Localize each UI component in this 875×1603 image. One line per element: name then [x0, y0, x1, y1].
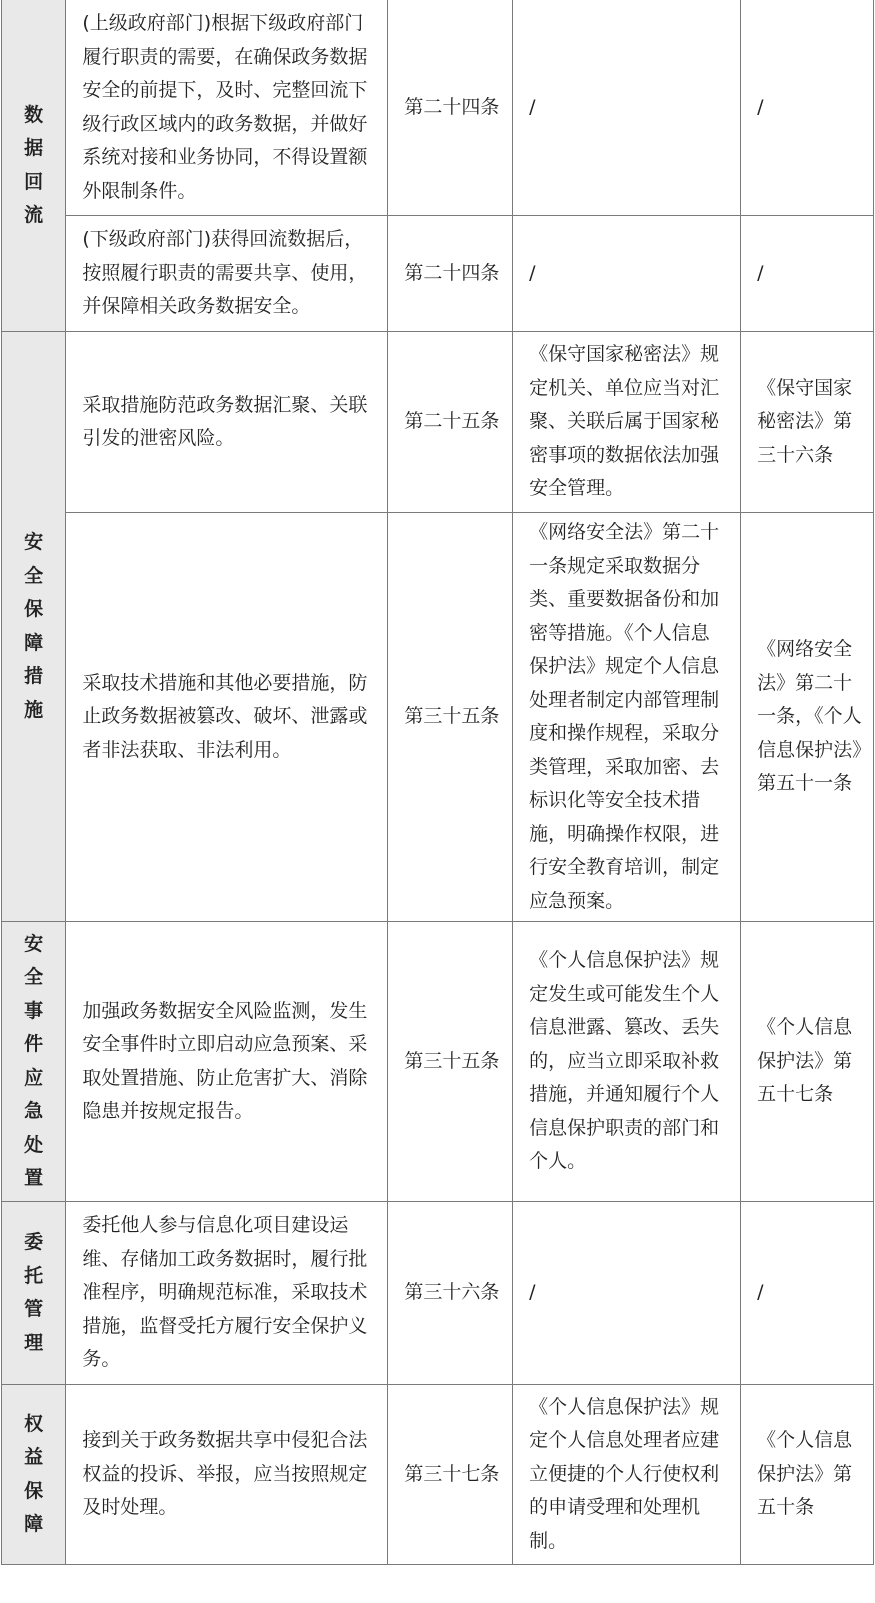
duty-text: (上级政府部门)根据下级政府部门履行职责的需要，在确保政务数据安全的前提下，及时、完整回流下级行政区域内的政务数据，并做好系统对接和业务协同，不得设置额外限制条件。	[82, 12, 368, 202]
duty-cell	[66, 216, 388, 332]
related-law-text: 《保守国家秘密法》规定机关、单位应当对汇聚、关联后属于国家秘密事项的数据依法加强安全管理。	[529, 343, 720, 500]
related-law-cell	[513, 0, 741, 216]
category-label: 权益保障	[24, 1412, 44, 1535]
related-law-cell	[513, 1385, 741, 1565]
table-row	[2, 0, 874, 216]
duty-cell	[66, 0, 388, 216]
category-label: 委托管理	[24, 1231, 44, 1354]
reference-text: /	[757, 1281, 764, 1304]
regulation-table	[1, 0, 874, 1565]
reference-text: /	[757, 95, 764, 118]
duty-cell	[66, 513, 388, 922]
reference-cell	[741, 513, 874, 922]
related-law-text: /	[529, 261, 536, 284]
category-label: 安全事件应急处置	[24, 932, 44, 1189]
related-law-cell	[513, 216, 741, 332]
reference-text: 《网络安全法》第二十一条，《个人信息保护法》第五十一条	[757, 638, 862, 795]
category-cell-rights-protection	[2, 1385, 66, 1565]
related-law-text: 《个人信息保护法》规定个人信息处理者应建立便捷的个人行使权利的申请受理和处理机制。	[529, 1395, 720, 1552]
reference-cell	[741, 922, 874, 1202]
article-cell	[388, 513, 513, 922]
duty-text: 委托他人参与信息化项目建设运维、存储加工政务数据时，履行批准程序，明确规范标准，采取技术措施，监督受托方履行安全保护义务。	[82, 1214, 368, 1371]
reference-cell	[741, 0, 874, 216]
duty-cell	[66, 1202, 388, 1385]
table-row	[2, 216, 874, 332]
table-row	[2, 332, 874, 513]
related-law-text: /	[529, 1281, 536, 1304]
article-text: 第二十四条	[404, 261, 500, 284]
reference-text: 《保守国家秘密法》第三十六条	[757, 376, 853, 466]
duty-text: 接到关于政务数据共享中侵犯合法权益的投诉、举报，应当按照规定及时处理。	[82, 1429, 368, 1519]
article-cell	[388, 922, 513, 1202]
category-label: 数据回流	[24, 103, 44, 226]
table-row	[2, 1202, 874, 1385]
article-text: 第三十五条	[404, 1049, 500, 1072]
related-law-cell	[513, 922, 741, 1202]
reference-cell	[741, 332, 874, 513]
duty-text: 采取措施防范政务数据汇聚、关联引发的泄密风险。	[82, 393, 368, 449]
duty-text: 加强政务数据安全风险监测，发生安全事件时立即启动应急预案、采取处置措施、防止危害扩大、消除隐患并按规定报告。	[82, 999, 368, 1122]
category-cell-entrusted-management	[2, 1202, 66, 1385]
duty-cell	[66, 1385, 388, 1565]
category-label: 安全保障措施	[24, 531, 44, 721]
article-text: 第二十五条	[404, 410, 500, 433]
table-row	[2, 1385, 874, 1565]
article-text: 第三十五条	[404, 705, 500, 728]
duty-cell	[66, 332, 388, 513]
duty-cell	[66, 922, 388, 1202]
reference-cell	[741, 216, 874, 332]
related-law-cell	[513, 513, 741, 922]
article-cell	[388, 332, 513, 513]
reference-cell	[741, 1202, 874, 1385]
reference-text: /	[757, 261, 764, 284]
category-cell-data-backflow	[2, 0, 66, 332]
article-cell	[388, 1385, 513, 1565]
reference-text: 《个人信息保护法》第五十七条	[757, 1016, 853, 1106]
article-cell	[388, 1202, 513, 1385]
duty-text: 采取技术措施和其他必要措施，防止政务数据被篡改、破坏、泄露或者非法获取、非法利用。	[82, 671, 368, 761]
reference-text: 《个人信息保护法》第五十条	[757, 1429, 853, 1519]
table-row	[2, 513, 874, 922]
article-cell	[388, 216, 513, 332]
reference-cell	[741, 1385, 874, 1565]
related-law-text: /	[529, 95, 536, 118]
related-law-cell	[513, 1202, 741, 1385]
article-cell	[388, 0, 513, 216]
article-text: 第二十四条	[404, 95, 500, 118]
category-cell-incident-response	[2, 922, 66, 1202]
related-law-text: 《网络安全法》第二十一条规定采取数据分类、重要数据备份和加密等措施。《个人信息保护法》规定个人信息处理者制定内部管理制度和操作规程，采取分类管理，采取加密、去标识化等安全技术措施，明确操作权限，进行安全教育培训，制定应急预案。	[529, 521, 720, 912]
category-cell-security-measures	[2, 332, 66, 922]
duty-text: (下级政府部门)获得回流数据后，按照履行职责的需要共享、使用，并保障相关政务数据安全。	[82, 228, 368, 318]
table-row	[2, 922, 874, 1202]
related-law-cell	[513, 332, 741, 513]
article-text: 第三十六条	[404, 1281, 500, 1304]
article-text: 第三十七条	[404, 1462, 500, 1485]
related-law-text: 《个人信息保护法》规定发生或可能发生个人信息泄露、篡改、丢失的，应当立即采取补救措施，并通知履行个人信息保护职责的部门和个人。	[529, 949, 720, 1173]
